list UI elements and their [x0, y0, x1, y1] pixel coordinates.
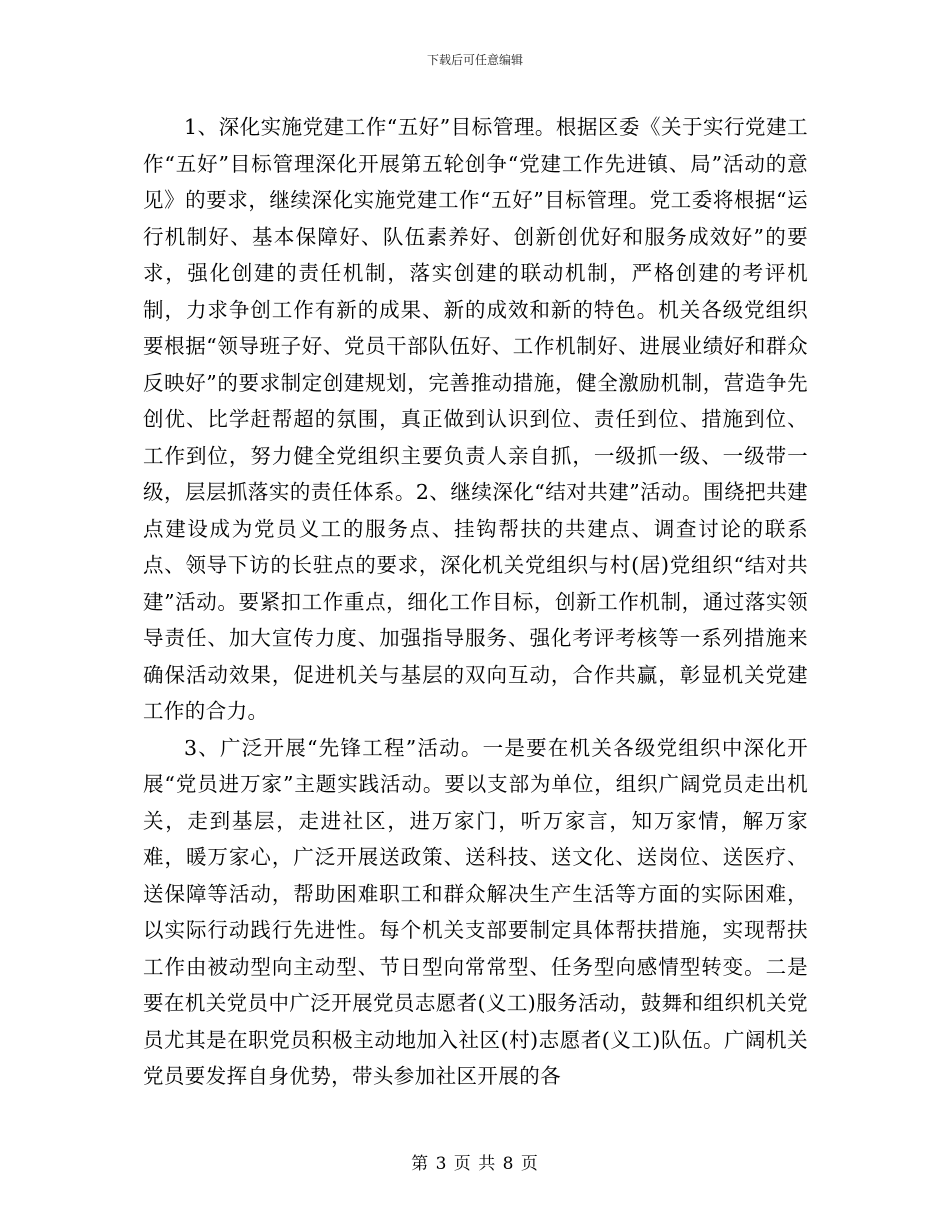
page-header [0, 52, 950, 68]
header-note: 下载后可任意编辑 [426, 53, 523, 67]
page-footer [0, 1153, 950, 1175]
document-body [143, 109, 808, 1095]
page-number: 第 3 页 共 8 页 [411, 1154, 539, 1174]
paragraph-1: 1、深化实施党建工作“五好”目标管理。根据区委《关于实行党建工作“五好”目标管理深化开展第五轮创争“党建工作先进镇、局”活动的意见》的要求，继续深化实施党建工作“五好”目标管理。党工委将根据“运行机制好、基本保障好、队伍素养好、创新创优好和服务成效好”的要求，强化创建的责任机制，落实创建的联动机制，严格创建的考评机制，力求争创工作有新的成果、新的成效和新的特色。机关各级党组织要根据“领导班子好、党员干部队伍好、工作机制好、进展业绩好和群众反映好”的要求制定创建规划，完善推动措施，健全激励机制，营造争先创优、比学赶帮超的氛围，真正做到认识到位、责任到位、措施到位、工作到位，努力健全党组织主要负责人亲自抓，一级抓一级、一级带一级，层层抓落实的责任体系。2、继续深化“结对共建”活动。围绕把共建点建设成为党员义工的服务点、挂钩帮扶的共建点、调查讨论的联系点、领导下访的长驻点的要求，深化机关党组织与村(居)党组织“结对共建”活动。要紧扣工作重点，细化工作目标，创新工作机制，通过落实领导责任、加大宣传力度、加强指导服务、强化考评考核等一系列措施来确保活动效果，促进机关与基层的双向互动，合作共赢，彰显机关党建工作的合力。 [143, 115, 808, 723]
paragraph-2: 3、广泛开展“先锋工程”活动。一是要在机关各级党组织中深化开展“党员进万家”主题实践活动。要以支部为单位，组织广阔党员走出机关，走到基层，走进社区，进万家门，听万家言，知万家情，解万家难，暖万家心，广泛开展送政策、送科技、送文化、送岗位、送医疗、送保障等活动，帮助困难职工和群众解决生产生活等方面的实际困难，以实际行动践行先进性。每个机关支部要制定具体帮扶措施，实现帮扶工作由被动型向主动型、节日型向常常型、任务型向感情型转变。二是要在机关党员中广泛开展党员志愿者(义工)服务活动，鼓舞和组织机关党员尤其是在职党员积极主动地加入社区(村)志愿者(义工)队伍。广阔机关党员要发挥自身优势，带头参加社区开展的各 [143, 735, 808, 1088]
